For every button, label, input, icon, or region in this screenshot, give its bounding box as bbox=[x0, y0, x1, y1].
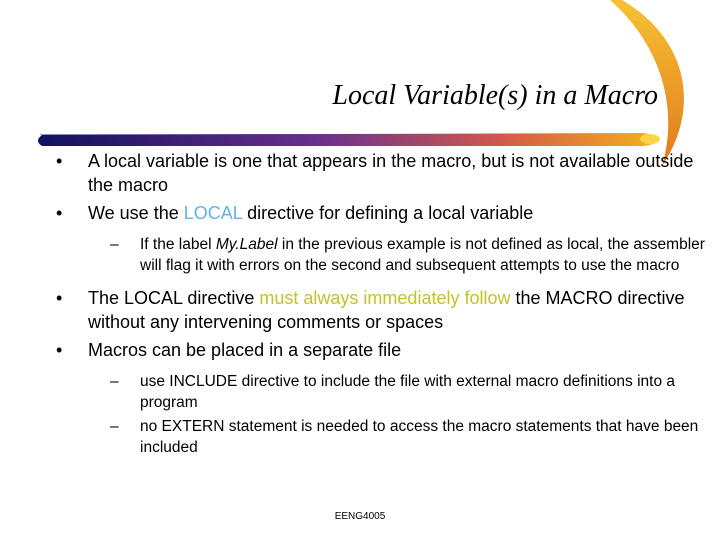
sub-text bbox=[140, 234, 706, 276]
mylabel-italic: My.Label bbox=[215, 236, 278, 253]
bullet-text: A local variable is one that appears in the macro, but is not available outside the macro bbox=[88, 151, 694, 195]
dash-icon: – bbox=[110, 373, 119, 390]
sub-text-post: in the previous example is not defined as local, the assembler will flag it with errors on the second and subsequent attempts to use the macro bbox=[140, 236, 705, 274]
dash-icon: – bbox=[110, 418, 119, 435]
bullet-item-local-directive bbox=[56, 201, 706, 225]
bullet-item-local-variable bbox=[56, 149, 706, 197]
bullet-text bbox=[88, 201, 706, 225]
sub-text: no EXTERN statement is needed to access the macro statements that have been included bbox=[140, 418, 699, 456]
local-highlight: LOCAL bbox=[183, 203, 243, 223]
slide-footer: EENG4005 bbox=[334, 511, 386, 522]
bullet-item-separate-file bbox=[56, 338, 706, 362]
dash-icon: – bbox=[110, 236, 119, 253]
bullet-text-post: the MACRO directive without any intervening comments or spaces bbox=[88, 288, 685, 332]
bullet-icon: • bbox=[56, 151, 63, 171]
sub-text-pre: If the label bbox=[140, 236, 216, 253]
bullet-item-local-follow bbox=[56, 286, 706, 334]
sub-item-mylabel bbox=[110, 234, 706, 276]
slide-title: Local Variable(s) in a Macro bbox=[332, 80, 658, 111]
bullet-icon: • bbox=[56, 340, 63, 360]
bullet-text-pre: We use the bbox=[88, 203, 184, 223]
bullet-icon: • bbox=[56, 288, 63, 308]
sub-item-include bbox=[110, 371, 706, 413]
bullet-text-post: directive for defining a local variable bbox=[242, 203, 534, 223]
bullet-text bbox=[88, 286, 706, 334]
sub-text: use INCLUDE directive to include the file with external macro definitions into a program bbox=[140, 373, 676, 411]
bullet-text: Macros can be placed in a separate file bbox=[88, 340, 402, 360]
follow-highlight: must always immediately follow bbox=[259, 288, 511, 308]
bullet-icon: • bbox=[56, 203, 63, 223]
sub-item-extern bbox=[110, 416, 706, 458]
bullet-text-pre: The LOCAL directive bbox=[88, 288, 260, 308]
bullet-list bbox=[56, 149, 706, 458]
